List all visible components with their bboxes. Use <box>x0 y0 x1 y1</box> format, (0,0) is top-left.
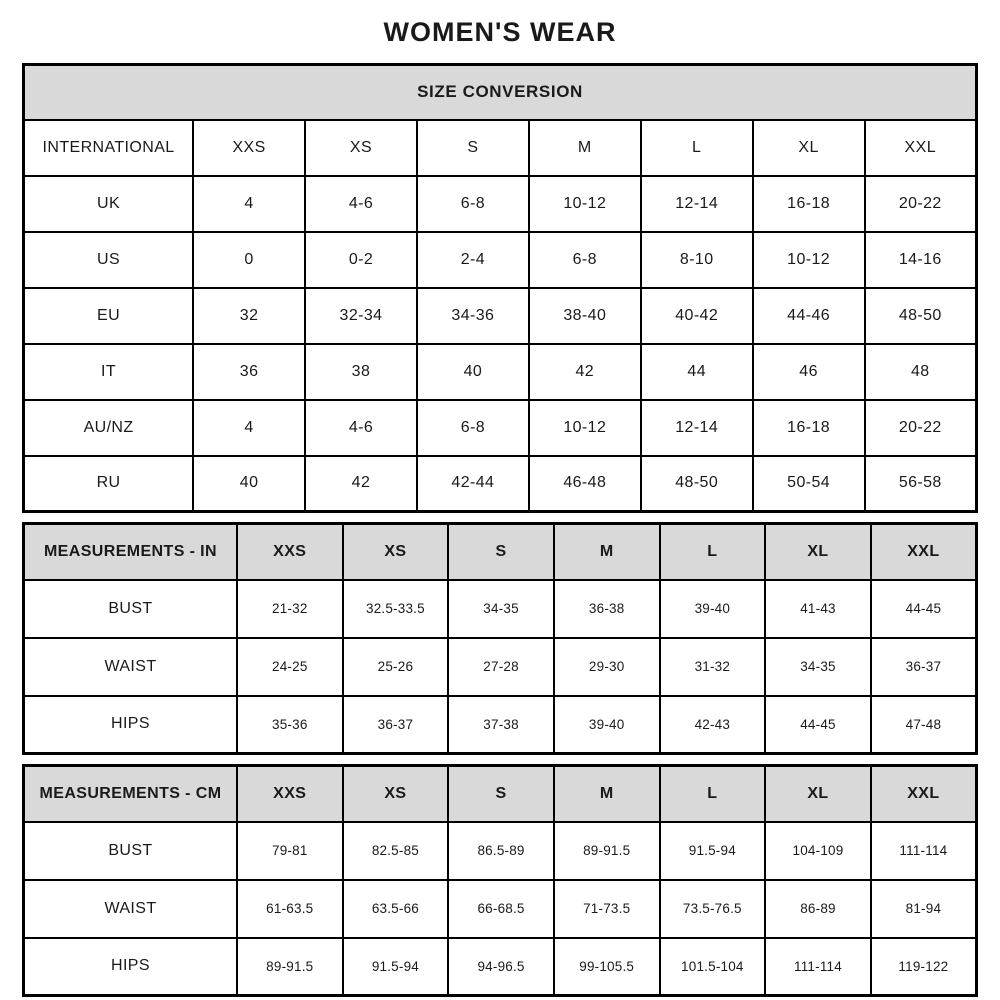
table-row-aunz <box>24 400 977 456</box>
row-label-hips: HIPS <box>24 938 237 996</box>
row-label-aunz: AU/NZ <box>24 400 194 456</box>
value-cell: 27-28 <box>448 638 554 696</box>
value-cell: 37-38 <box>448 696 554 754</box>
measurements-cm-header: MEASUREMENTS - CM <box>24 766 237 822</box>
value-cell: 38-40 <box>529 288 641 344</box>
row-label-it: IT <box>24 344 194 400</box>
value-cell: 31-32 <box>660 638 766 696</box>
size-header-l: L <box>660 766 766 822</box>
value-cell: 56-58 <box>865 456 977 512</box>
size-header-m: M <box>554 524 660 580</box>
size-header-s: S <box>448 524 554 580</box>
column-label-international: INTERNATIONAL <box>24 120 194 176</box>
value-cell: 12-14 <box>641 176 753 232</box>
value-cell: 14-16 <box>865 232 977 288</box>
value-cell: 46-48 <box>529 456 641 512</box>
value-cell: 4-6 <box>305 400 417 456</box>
value-cell: 20-22 <box>865 176 977 232</box>
value-cell: 82.5-85 <box>343 822 449 880</box>
value-cell: 111-114 <box>871 822 977 880</box>
value-cell: 50-54 <box>753 456 865 512</box>
value-cell: 16-18 <box>753 400 865 456</box>
size-header-xs: XS <box>343 524 449 580</box>
value-cell: 40 <box>193 456 305 512</box>
row-label-bust: BUST <box>24 580 237 638</box>
row-label-waist: WAIST <box>24 880 237 938</box>
table-row-hips-in <box>24 696 977 754</box>
value-cell: 32-34 <box>305 288 417 344</box>
value-cell: 6-8 <box>417 176 529 232</box>
value-cell: 21-32 <box>237 580 343 638</box>
value-cell: 44-46 <box>753 288 865 344</box>
value-cell: 104-109 <box>765 822 871 880</box>
measurements-in-table <box>22 522 978 755</box>
row-label-waist: WAIST <box>24 638 237 696</box>
value-cell: 20-22 <box>865 400 977 456</box>
size-conversion-table <box>22 63 978 513</box>
value-cell: 34-35 <box>448 580 554 638</box>
value-cell: 34-36 <box>417 288 529 344</box>
size-header-xxl: XXL <box>871 766 977 822</box>
value-cell: 36-37 <box>343 696 449 754</box>
value-cell: 40-42 <box>641 288 753 344</box>
value-cell: 39-40 <box>660 580 766 638</box>
value-cell: 0 <box>193 232 305 288</box>
value-cell: 32 <box>193 288 305 344</box>
value-cell: 111-114 <box>765 938 871 996</box>
size-header-row <box>24 120 977 176</box>
measurements-cm-table <box>22 764 978 997</box>
value-cell: 25-26 <box>343 638 449 696</box>
value-cell: 38 <box>305 344 417 400</box>
value-cell: 2-4 <box>417 232 529 288</box>
value-cell: 24-25 <box>237 638 343 696</box>
value-cell: 39-40 <box>554 696 660 754</box>
size-header-xxs: XXS <box>193 120 305 176</box>
table-row-us <box>24 232 977 288</box>
value-cell: 86.5-89 <box>448 822 554 880</box>
value-cell: 48 <box>865 344 977 400</box>
table-row-waist-in <box>24 638 977 696</box>
value-cell: 12-14 <box>641 400 753 456</box>
size-header-m: M <box>554 766 660 822</box>
value-cell: 34-35 <box>765 638 871 696</box>
value-cell: 36-38 <box>554 580 660 638</box>
size-header-xl: XL <box>753 120 865 176</box>
measurements-in-header-row <box>24 524 977 580</box>
measurements-cm-header-row <box>24 766 977 822</box>
value-cell: 42 <box>305 456 417 512</box>
value-cell: 29-30 <box>554 638 660 696</box>
row-label-uk: UK <box>24 176 194 232</box>
value-cell: 4-6 <box>305 176 417 232</box>
size-header-xxs: XXS <box>237 524 343 580</box>
value-cell: 86-89 <box>765 880 871 938</box>
value-cell: 119-122 <box>871 938 977 996</box>
value-cell: 61-63.5 <box>237 880 343 938</box>
size-header-xs: XS <box>305 120 417 176</box>
row-label-bust: BUST <box>24 822 237 880</box>
value-cell: 42-44 <box>417 456 529 512</box>
table-row-bust-cm <box>24 822 977 880</box>
value-cell: 10-12 <box>529 176 641 232</box>
size-header-xxl: XXL <box>871 524 977 580</box>
value-cell: 44-45 <box>871 580 977 638</box>
value-cell: 6-8 <box>417 400 529 456</box>
size-header-xxl: XXL <box>865 120 977 176</box>
value-cell: 99-105.5 <box>554 938 660 996</box>
table-header-row <box>24 65 977 120</box>
size-conversion-header: SIZE CONVERSION <box>24 65 977 120</box>
value-cell: 66-68.5 <box>448 880 554 938</box>
value-cell: 73.5-76.5 <box>660 880 766 938</box>
measurements-in-header: MEASUREMENTS - IN <box>24 524 237 580</box>
value-cell: 10-12 <box>529 400 641 456</box>
size-header-s: S <box>417 120 529 176</box>
table-row-uk <box>24 176 977 232</box>
row-label-hips: HIPS <box>24 696 237 754</box>
value-cell: 40 <box>417 344 529 400</box>
size-header-xl: XL <box>765 524 871 580</box>
value-cell: 35-36 <box>237 696 343 754</box>
value-cell: 48-50 <box>641 456 753 512</box>
value-cell: 71-73.5 <box>554 880 660 938</box>
table-row-bust-in <box>24 580 977 638</box>
value-cell: 10-12 <box>753 232 865 288</box>
table-row-ru <box>24 456 977 512</box>
size-header-l: L <box>641 120 753 176</box>
value-cell: 89-91.5 <box>554 822 660 880</box>
value-cell: 94-96.5 <box>448 938 554 996</box>
value-cell: 63.5-66 <box>343 880 449 938</box>
table-row-it <box>24 344 977 400</box>
value-cell: 16-18 <box>753 176 865 232</box>
value-cell: 8-10 <box>641 232 753 288</box>
size-header-l: L <box>660 524 766 580</box>
value-cell: 36-37 <box>871 638 977 696</box>
size-header-s: S <box>448 766 554 822</box>
value-cell: 101.5-104 <box>660 938 766 996</box>
value-cell: 91.5-94 <box>660 822 766 880</box>
value-cell: 36 <box>193 344 305 400</box>
value-cell: 6-8 <box>529 232 641 288</box>
size-header-xl: XL <box>765 766 871 822</box>
table-row-hips-cm <box>24 938 977 996</box>
page-title: WOMEN'S WEAR <box>383 17 617 47</box>
value-cell: 0-2 <box>305 232 417 288</box>
value-cell: 42 <box>529 344 641 400</box>
value-cell: 91.5-94 <box>343 938 449 996</box>
size-header-m: M <box>529 120 641 176</box>
table-row-eu <box>24 288 977 344</box>
value-cell: 44 <box>641 344 753 400</box>
value-cell: 4 <box>193 400 305 456</box>
value-cell: 42-43 <box>660 696 766 754</box>
size-header-xs: XS <box>343 766 449 822</box>
value-cell: 89-91.5 <box>237 938 343 996</box>
table-row-waist-cm <box>24 880 977 938</box>
row-label-ru: RU <box>24 456 194 512</box>
value-cell: 41-43 <box>765 580 871 638</box>
value-cell: 81-94 <box>871 880 977 938</box>
value-cell: 46 <box>753 344 865 400</box>
value-cell: 44-45 <box>765 696 871 754</box>
size-header-xxs: XXS <box>237 766 343 822</box>
value-cell: 48-50 <box>865 288 977 344</box>
value-cell: 4 <box>193 176 305 232</box>
value-cell: 47-48 <box>871 696 977 754</box>
value-cell: 79-81 <box>237 822 343 880</box>
value-cell: 32.5-33.5 <box>343 580 449 638</box>
row-label-us: US <box>24 232 194 288</box>
row-label-eu: EU <box>24 288 194 344</box>
